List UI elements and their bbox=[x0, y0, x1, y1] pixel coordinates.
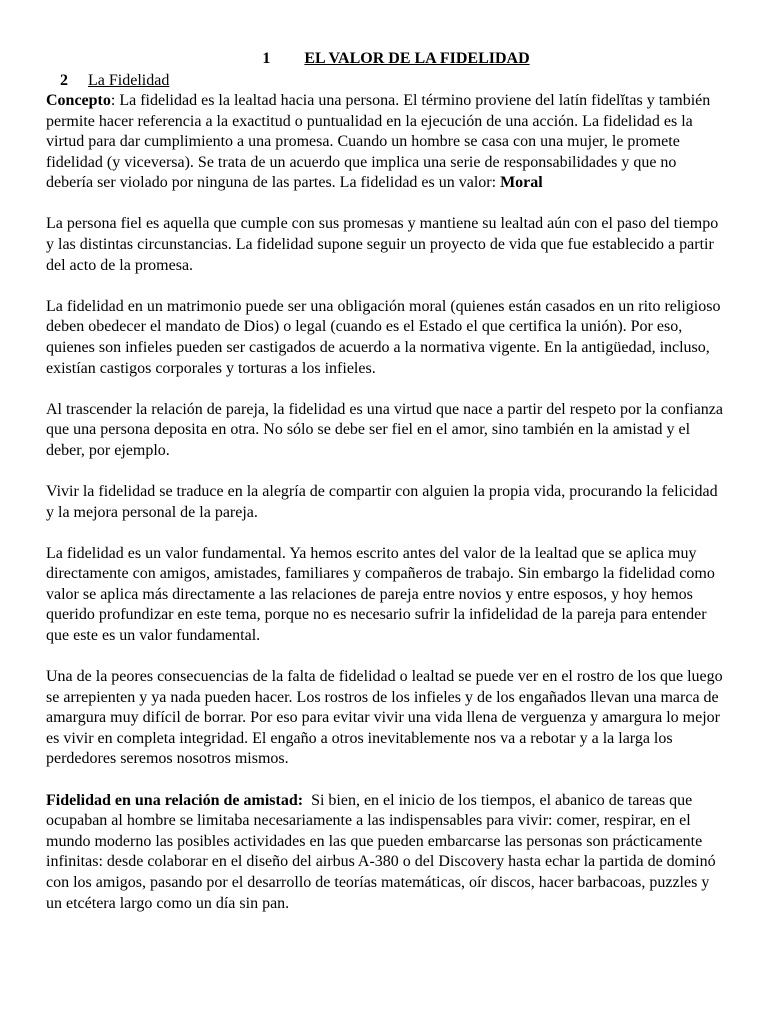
paragraph bbox=[46, 482, 726, 523]
paragraph-concepto bbox=[46, 91, 726, 194]
subheading-number: 2 bbox=[60, 72, 68, 89]
paragraph-lead-suffix bbox=[303, 792, 311, 809]
paragraph bbox=[46, 400, 726, 462]
document-subheading bbox=[60, 70, 726, 91]
paragraph-text: La fidelidad es la lealtad hacia una persona. El término proviene del latín fidelĭtas y también permite hacer referencia a la exactitud o puntualidad en la ejecución de una acción. La fidelidad es la virtud para dar cumplimiento a una promesa. Cuando un hombre se casa con una mujer, le promete fidelidad (y viceversa). Se trata de un acuerdo que implica una serie de responsabilidades y que no debería ser violado por ninguna de las partes. La fidelidad es un valor: bbox=[46, 92, 711, 192]
paragraph bbox=[46, 297, 726, 379]
paragraph-text: La fidelidad es un valor fundamental. Ya hemos escrito antes del valor de la lealtad que se aplica muy directamente con amigos, amistades, familiares y compañeros de trabajo. Sin embargo la fidelidad como valor se aplica más directamente a las relaciones de pareja entre novios y entre esposos, y hoy hemos querido profundizar en este tema, porque no es necesario sufrir la infidelidad de la pareja para entender que este es un valor fundamental. bbox=[46, 544, 715, 644]
heading-title: EL VALOR DE LA FIDELIDAD bbox=[304, 50, 530, 67]
paragraph-lead-suffix: : bbox=[110, 92, 120, 109]
paragraph-text: Vivir la fidelidad se traduce en la alegría de compartir con alguien la propia vida, procurando la felicidad y la mejora personal de la pareja. bbox=[46, 482, 718, 521]
paragraph bbox=[46, 214, 726, 276]
document-heading bbox=[66, 48, 726, 70]
paragraph-tail-bold: Moral bbox=[500, 174, 543, 192]
paragraph bbox=[46, 667, 726, 770]
paragraph-text: Si bien, en el inicio de los tiempos, el abanico de tareas que ocupaban al hombre se limitaba necesariamente a las indispensables para vivir: comer, respirar, en el mundo moderno las posibles actividades en las que pueden embarcarse las personas son prácticamente infinitas: desde colaborar en el diseño del airbus A-380 o del Discovery hasta echar la partida de dominó con los amigos, pasando por el desarrollo de teorías matemáticas, oír discos, hacer barbacoas, puzzles y un etcétera largo como un día sin pan. bbox=[46, 791, 716, 912]
heading-number: 1 bbox=[262, 50, 271, 67]
document-page bbox=[46, 48, 726, 935]
paragraph bbox=[46, 544, 726, 647]
paragraph-amistad bbox=[46, 791, 726, 915]
paragraph-text: La persona fiel es aquella que cumple con sus promesas y mantiene su lealtad aún con el paso del tiempo y las distintas circunstancias. La fidelidad supone seguir un proyecto de vida que fue establecido a partir del acto de la promesa. bbox=[46, 215, 719, 274]
paragraph-text: La fidelidad en un matrimonio puede ser una obligación moral (quienes están casados en un rito religioso deben obedecer el mandato de Dios) o legal (cuando es el Estado el que certifica la unión). Por eso, quienes son infieles pueden ser castigados de acuerdo a la normativa vigente. En la antigüedad, incluso, existían castigos corporales y torturas a los infieles. bbox=[46, 297, 721, 377]
paragraph-text: Una de la peores consecuencias de la falta de fidelidad o lealtad se puede ver en el rostro de los que luego se arrepienten y ya nada pueden hacer. Los rostros de los infieles y de los engañados llevan una marca de amargura muy difícil de borrar. Por eso para evitar vivir una vida llena de verguenza y amargura lo mejor es vivir en completa integridad. El engaño a otros inevitablemente nos va a rebotar y a la larga los perdedores seremos nosotros mismos. bbox=[46, 668, 723, 768]
paragraph-text: Al trascender la relación de pareja, la fidelidad es una virtud que nace a partir del respeto por la confianza que una persona deposita en otra. No sólo se debe ser fiel en el amor, sino también en la amistad y el deber, por ejemplo. bbox=[46, 400, 724, 459]
paragraph-lead: Fidelidad en una relación de amistad: bbox=[46, 791, 304, 809]
paragraph-lead: Concepto bbox=[46, 92, 111, 109]
subheading-title: La Fidelidad bbox=[88, 72, 170, 89]
